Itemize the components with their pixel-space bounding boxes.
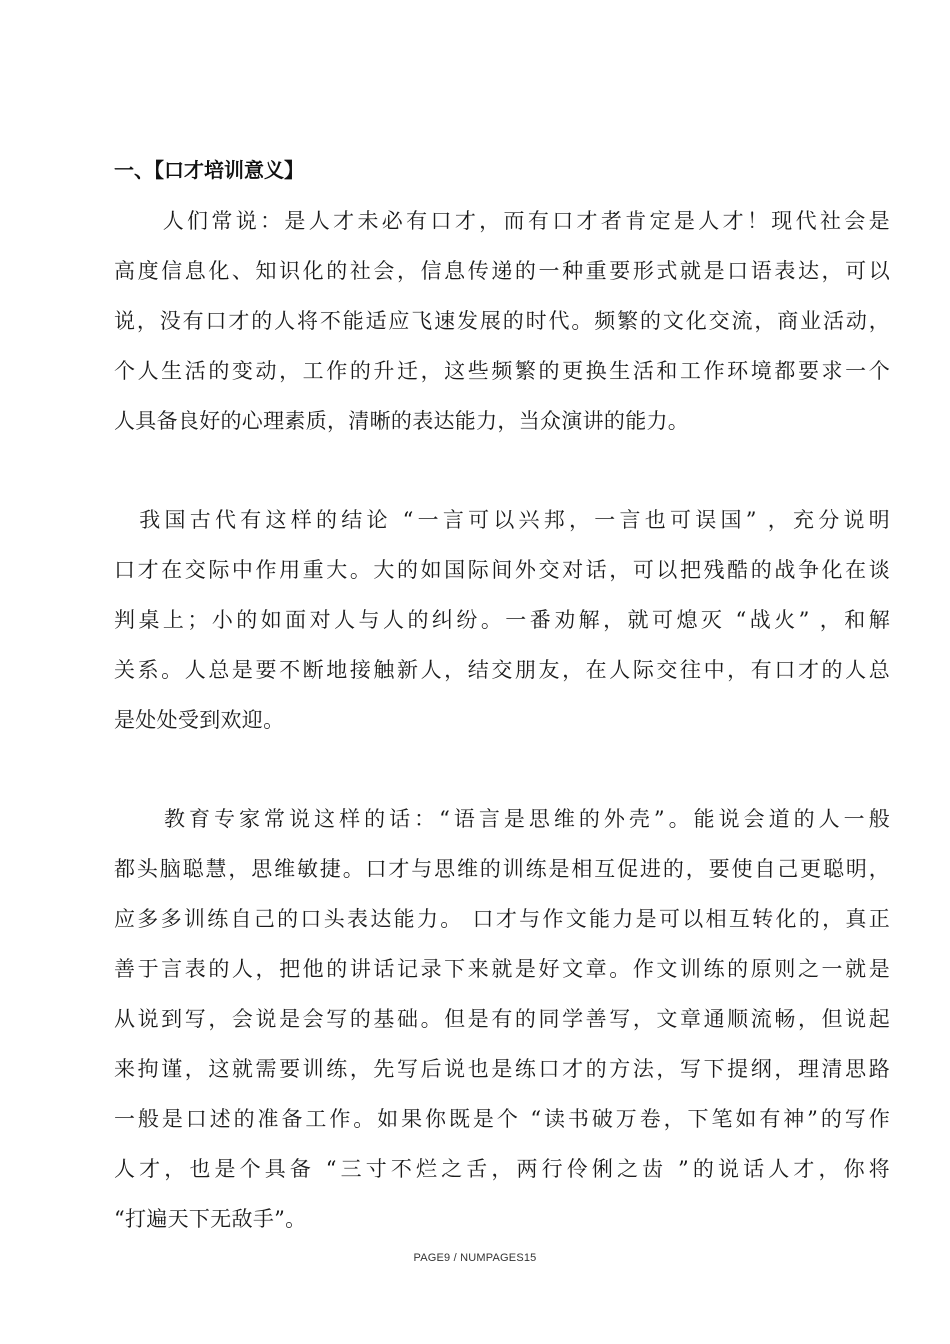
text-line: 判桌上；小的如面对人与人的纠纷。一番劝解，就可熄灭 “战火” ，和解 bbox=[114, 608, 890, 632]
page-number-footer: PAGE9 / NUMPAGES15 bbox=[413, 1252, 537, 1264]
text-line: 人们常说：是人才未必有口才，而有口才者肯定是人才！现代社会是 bbox=[114, 209, 890, 233]
text-line: 从说到写，会说是会写的基础。但是有的同学善写，文章通顺流畅，但说起 bbox=[114, 1007, 890, 1031]
text-line: 一般是口述的准备工作。如果你既是个 “读书破万卷，下笔如有神”的写作 bbox=[114, 1107, 890, 1131]
text-line: 教育专家常说这样的话：“语言是思维的外壳”。能说会道的人一般 bbox=[114, 807, 890, 831]
text-line: 来拘谨，这就需要训练，先写后说也是练口才的方法，写下提纲，理清思路 bbox=[114, 1057, 890, 1081]
text-line: 善于言表的人，把他的讲话记录下来就是好文章。作文训练的原则之一就是 bbox=[114, 957, 890, 981]
paragraph-3 bbox=[114, 794, 890, 1244]
text-line: 说，没有口才的人将不能适应飞速发展的时代。频繁的文化交流，商业活动， bbox=[114, 309, 890, 333]
section-heading: 一、【口才培训意义】 bbox=[114, 158, 304, 182]
text-line: 都头脑聪慧，思维敏捷。口才与思维的训练是相互促进的，要使自己更聪明， bbox=[114, 857, 890, 881]
paragraph-1 bbox=[114, 196, 890, 446]
text-line: 高度信息化、知识化的社会，信息传递的一种重要形式就是口语表达，可以 bbox=[114, 259, 890, 283]
text-line: 应多多训练自己的口头表达能力。 口才与作文能力是可以相互转化的，真正 bbox=[114, 907, 890, 931]
text-line: 口才在交际中作用重大。大的如国际间外交对话，可以把残酷的战争化在谈 bbox=[114, 558, 890, 582]
text-line: 我国古代有这样的结论 “一言可以兴邦，一言也可误国” ，充分说明 bbox=[114, 508, 890, 532]
text-line: “打遍天下无敌手”。 bbox=[114, 1207, 307, 1231]
text-line: 人才，也是个具备 “三寸不烂之舌，两行伶俐之齿 ”的说话人才，你将 bbox=[114, 1157, 890, 1181]
text-line: 是处处受到欢迎。 bbox=[114, 708, 285, 732]
paragraph-2 bbox=[114, 495, 890, 745]
text-line: 个人生活的变动，工作的升迁，这些频繁的更换生活和工作环境都要求一个 bbox=[114, 359, 890, 383]
text-line: 人具备良好的心理素质，清晰的表达能力，当众演讲的能力。 bbox=[114, 409, 690, 433]
text-line: 关系。人总是要不断地接触新人，结交朋友，在人际交往中，有口才的人总 bbox=[114, 658, 890, 682]
